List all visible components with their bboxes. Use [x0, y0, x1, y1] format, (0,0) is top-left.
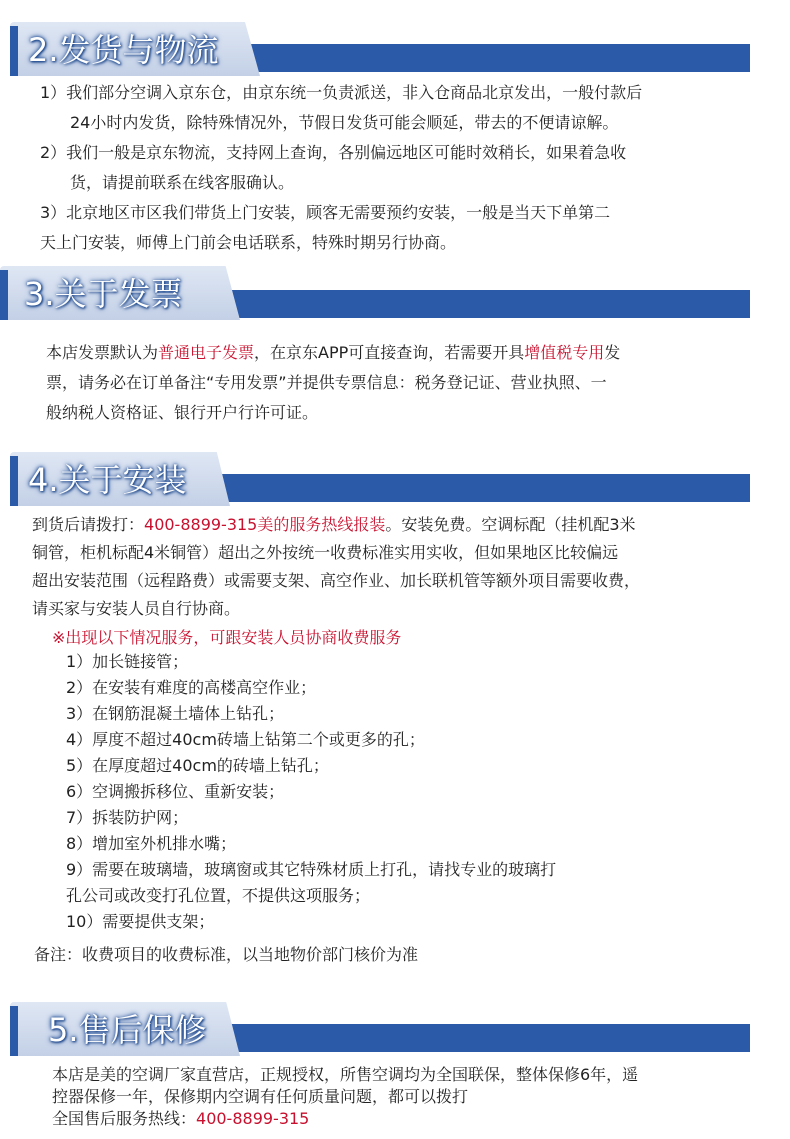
install-line-4: 请买家与安装人员自行协商。	[32, 599, 241, 618]
paid-service-item-10: 10）需要提供支架；	[66, 912, 215, 931]
warranty-line-3: 全国售后服务热线：400-8899-315	[52, 1109, 310, 1128]
header-stripe	[10, 1006, 18, 1056]
invoice-line-3: 般纳税人资格证、银行开户行许可证。	[46, 403, 319, 422]
paid-service-notice: ※出现以下情况服务，可跟安装人员协商收费服务	[52, 628, 402, 647]
warranty-line-2: 控器保修一年，保修期内空调有任何质量问题，都可以拨打	[52, 1087, 469, 1106]
vat-invoice-highlight: 增值税专用	[524, 343, 605, 362]
paid-service-item-3: 3）在钢筋混凝土墙体上钻孔；	[66, 704, 285, 723]
paid-service-item-8: 8）增加室外机排水嘴；	[66, 834, 237, 853]
install-line-2: 铜管，柜机标配4米铜管）超出之外按统一收费标准实用实收，但如果地区比较偏远	[32, 543, 619, 562]
shipping-line-4: 货，请提前联系在线客服确认。	[70, 173, 295, 192]
shipping-line-3: 2）我们一般是京东物流，支持网上查询，各别偏远地区可能时效稍长，如果着急收	[40, 143, 627, 162]
install-remark: 备注：收费项目的收费标准，以当地物价部门核价为准	[34, 945, 419, 964]
invoice-line-1: 本店发票默认为普通电子发票，在京东APP可直接查询，若需要开具增值税专用发	[46, 343, 621, 362]
section-header-invoice	[0, 266, 790, 326]
invoice-line-2: 票，请务必在订单备注“专用发票”并提供专票信息：税务登记证、营业执照、一	[46, 373, 607, 392]
warranty-line-1: 本店是美的空调厂家直营店，正规授权，所售空调均为全国联保，整体保修6年，遥	[52, 1065, 639, 1084]
after-sales-hotline: 400-8899-315	[196, 1109, 310, 1128]
paid-service-item-1: 1）加长链接管；	[66, 652, 189, 671]
header-stripe	[10, 26, 18, 76]
section-title: 2.发货与物流	[28, 31, 219, 69]
paid-service-item-4: 4）厚度不超过40cm砖墙上钻第二个或更多的孔；	[66, 730, 425, 749]
paid-service-item-9: 9）需要在玻璃墙，玻璃窗或其它特殊材质上打孔，请找专业的玻璃打	[66, 860, 557, 879]
paid-service-item-9-cont: 孔公司或改变打孔位置，不提供这项服务；	[66, 886, 371, 905]
electronic-invoice-highlight: 普通电子发票	[158, 343, 255, 362]
paid-service-item-7: 7）拆装防护网；	[66, 808, 189, 827]
shipping-line-6: 天上门安装，师傅上门前会电话联系，特殊时期另行协商。	[40, 233, 457, 252]
header-bar	[210, 474, 750, 502]
shipping-line-1: 1）我们部分空调入京东仓，由京东统一负责派送，非入仓商品北京发出，一般付款后	[40, 83, 643, 102]
header-bar	[220, 1024, 750, 1052]
paid-service-item-2: 2）在安装有难度的高楼高空作业；	[66, 678, 317, 697]
install-line-1: 到货后请拨打：400-8899-315美的服务热线报装。安装免费。空调标配（挂机配3米	[32, 515, 636, 534]
header-stripe	[0, 270, 8, 320]
header-stripe	[10, 456, 18, 506]
shipping-line-2: 24小时内发货，除特殊情况外，节假日发货可能会顺延，带去的不便请谅解。	[70, 113, 619, 132]
install-line-3: 超出安装范围（远程路费）或需要支架、高空作业、加长联机管等额外项目需要收费，	[32, 571, 641, 590]
section-title: 4.关于安装	[28, 461, 187, 499]
service-hotline-highlight: 400-8899-315美的服务热线报装	[144, 515, 386, 534]
paid-service-item-5: 5）在厚度超过40cm的砖墙上钻孔；	[66, 756, 329, 775]
section-header-shipping	[0, 22, 790, 82]
section-header-installation	[0, 452, 790, 512]
header-bar	[220, 290, 750, 318]
section-title: 3.关于发票	[24, 275, 183, 313]
section-title: 5.售后保修	[48, 1011, 207, 1049]
shipping-line-5: 3）北京地区市区我们带货上门安装，顾客无需要预约安装，一般是当天下单第二	[40, 203, 611, 222]
header-bar	[240, 44, 750, 72]
section-header-warranty	[0, 1002, 790, 1062]
paid-service-item-6: 6）空调搬拆移位、重新安装；	[66, 782, 285, 801]
